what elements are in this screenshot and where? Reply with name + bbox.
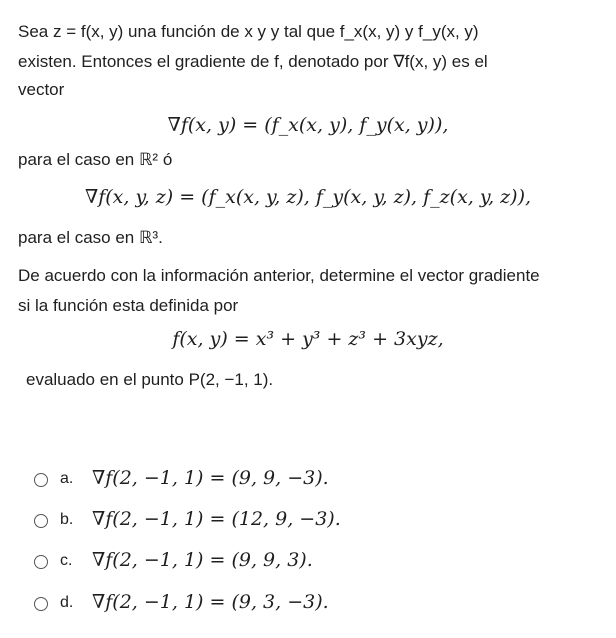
- case-r3-text: para el caso en ℝ³.: [18, 228, 163, 247]
- intro-line-2: existen. Entonces el gradiente de f, denotado por ∇f(x, y) es el: [18, 52, 488, 71]
- option-expression: ∇f(2, −1, 1) = (12, 9, −3).: [92, 508, 341, 530]
- evaluation-point-text: evaluado en el punto P(2, −1, 1).: [26, 370, 274, 389]
- gradient-formula-3d: ∇f(x, y, z) = (f_x(x, y, z), f_y(x, y, z), f_z(x, y, z)),: [84, 186, 532, 208]
- option-letter: c.: [60, 552, 73, 569]
- option-expression: ∇f(2, −1, 1) = (9, 3, −3).: [92, 591, 329, 613]
- radio-button[interactable]: [34, 597, 48, 611]
- function-definition: f(x, y) = x³ + y³ + z³ + 3xyz,: [172, 328, 444, 350]
- question-line-2: si la función esta definida por: [18, 296, 239, 315]
- intro-line-3: vector: [18, 80, 65, 99]
- intro-line-1: Sea z = f(x, y) una función de x y y tal que f_x(x, y) y f_y(x, y): [18, 22, 479, 41]
- case-r2-text: para el caso en ℝ² ó: [18, 150, 173, 169]
- gradient-formula-2d: ∇f(x, y) = (f_x(x, y), f_y(x, y)),: [167, 114, 449, 136]
- radio-button[interactable]: [34, 514, 48, 528]
- radio-button[interactable]: [34, 473, 48, 487]
- question-line-1: De acuerdo con la información anterior, determine el vector gradiente: [18, 266, 540, 285]
- option-expression: ∇f(2, −1, 1) = (9, 9, −3).: [92, 467, 329, 489]
- option-expression: ∇f(2, −1, 1) = (9, 9, 3).: [92, 549, 313, 571]
- option-letter: d.: [60, 594, 74, 611]
- radio-button[interactable]: [34, 555, 48, 569]
- option-letter: a.: [60, 470, 74, 487]
- option-letter: b.: [60, 511, 74, 528]
